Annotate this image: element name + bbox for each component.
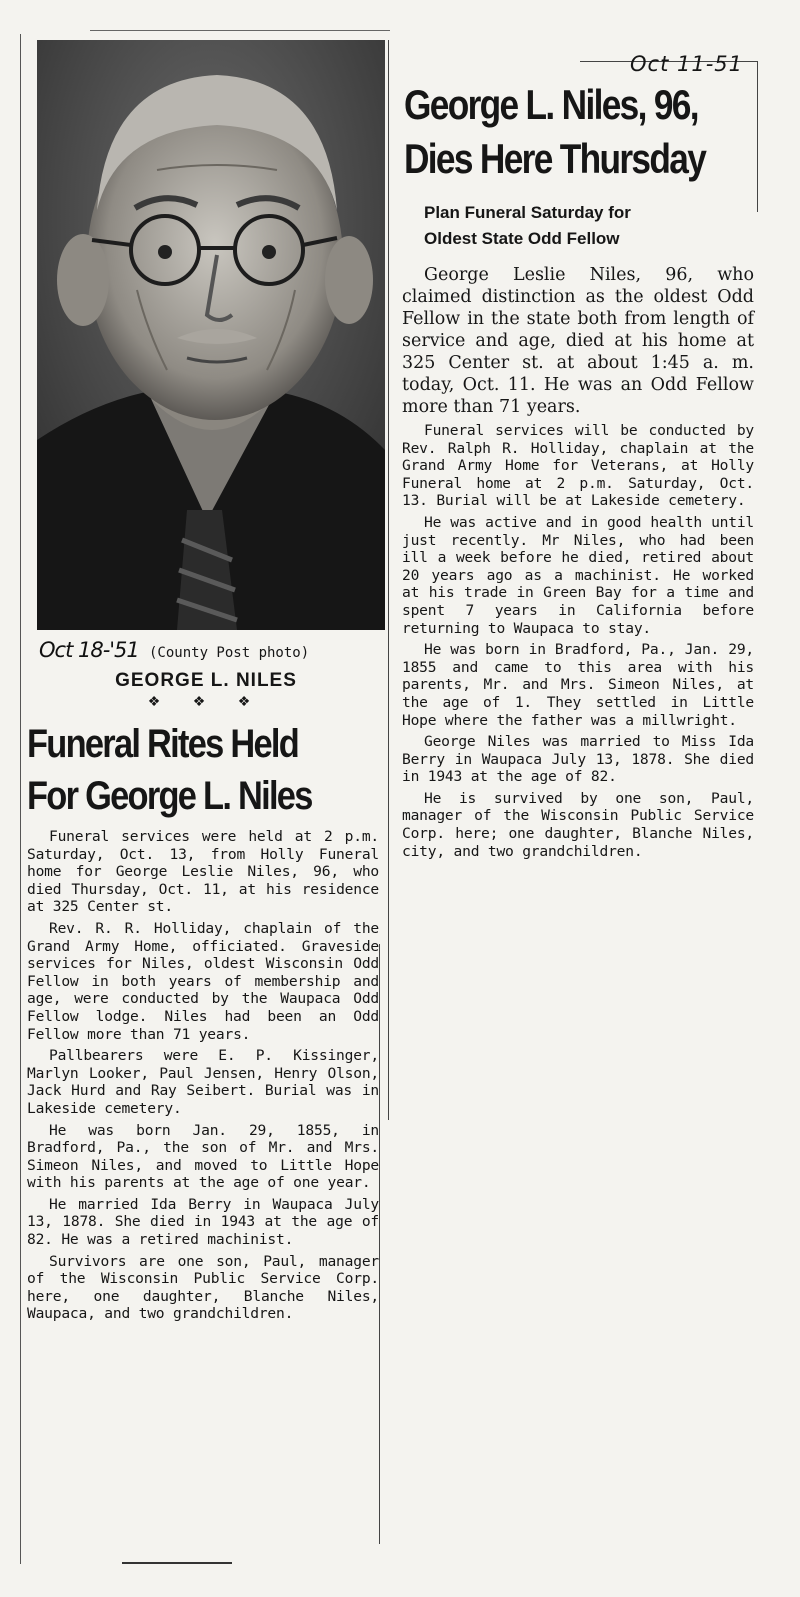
- right-headline-line2: Dies Here Thursday: [404, 135, 706, 182]
- subhead-line2: Oldest State Odd Fellow: [424, 229, 620, 248]
- left-paragraph: Survivors are one son, Paul, manager of the Wisconsin Public Service Corp. here, one daughter, Blanche Niles, Waupaca, and two grandchildren.: [27, 1252, 379, 1323]
- portrait-photo: [37, 40, 385, 630]
- handwritten-date: Oct 18-'51: [39, 638, 139, 662]
- right-paragraph: He is survived by one son, Paul, manager of the Wisconsin Public Service Corp. here; one daughter, Blanche Niles, city, and two grandchildren.: [402, 789, 754, 860]
- left-headline: [27, 718, 337, 822]
- column-rule: [379, 944, 380, 1544]
- bottom-rule: [122, 1562, 232, 1564]
- left-paragraph: He was born Jan. 29, 1855, in Bradford, Pa., the son of Mr. and Mrs. Simeon Niles, and moved to Little Hope with his parents at the age of one year.: [27, 1121, 379, 1192]
- left-article-body: [27, 828, 379, 1327]
- right-article-body: [402, 264, 754, 864]
- right-headline: [404, 78, 723, 186]
- right-paragraph: He was active and in good health until just recently. Mr Niles, who had been ill a week before he died, retired about 20 years ago as a machinist. He worked at his trade in Green Bay for a time and spent 7 years in California before returning to Waupaca to stay.: [402, 513, 754, 637]
- right-paragraph: He was born in Bradford, Pa., Jan. 29, 1855 and came to this area with his parents, Mr. and Mrs. Simeon Niles, at the age of 1. They settled in Little Hope where the father was a millwright.: [402, 641, 754, 729]
- left-paragraph: Rev. R. R. Holliday, chaplain of the Grand Army Home, officiated. Graveside services for Niles, oldest Wisconsin Odd Fellow in both years of membership and age, were conducted by the Waupaca Odd Fellow lodge. Niles had been an Odd Fellow more than 71 years.: [27, 919, 379, 1043]
- photo-credit: (County Post photo): [149, 645, 310, 661]
- right-edge-rule: [757, 62, 758, 212]
- handwritten-date-right: Oct 11-51: [630, 52, 744, 76]
- top-rule: [90, 30, 390, 31]
- left-paragraph: Funeral services were held at 2 p.m. Saturday, Oct. 13, from Holly Funeral home for George Leslie Niles, 96, who died Thursday, Oct. 11, at his residence at 325 Center st.: [27, 828, 379, 916]
- right-subheadline: [424, 200, 754, 252]
- ornament-divider: ❖ ❖ ❖: [147, 694, 265, 710]
- column-divider: [388, 40, 389, 1120]
- photo-caption: GEORGE L. NILES: [115, 670, 297, 691]
- portrait-illustration: [37, 40, 385, 630]
- subhead-line1: Plan Funeral Saturday for: [424, 203, 631, 222]
- right-headline-line1: George L. Niles, 96,: [404, 81, 698, 128]
- right-paragraph: George Niles was married to Miss Ida Berry in Waupaca July 13, 1878. She died in 1943 at the age of 82.: [402, 733, 754, 786]
- left-headline-line2: For George L. Niles: [27, 774, 312, 818]
- right-lead-paragraph: George Leslie Niles, 96, who claimed distinction as the oldest Odd Fellow in the state both from length of service and age, died at his home at 325 Center st. at about 1:45 a. m. today, Oct. 11. He was an Odd Fellow more than 71 years.: [402, 265, 754, 417]
- right-paragraph: Funeral services will be conducted by Rev. Ralph R. Holliday, chaplain at the Grand Army Home for Veterans, at Holly Funeral home at 2 p.m. Saturday, Oct. 13. Burial will be at Lakeside cemetery.: [402, 422, 754, 510]
- left-headline-line1: Funeral Rites Held: [27, 722, 299, 766]
- left-clipping: [20, 34, 381, 1564]
- left-paragraph: Pallbearers were E. P. Kissinger, Marlyn Looker, Paul Jensen, Henry Olson, Jack Hurd and Ray Seibert. Burial was in Lakeside cemetery.: [27, 1047, 379, 1117]
- left-paragraph: He married Ida Berry in Waupaca July 13, 1878. She died in 1943 at the age of 82. He was a retired machinist.: [27, 1195, 379, 1249]
